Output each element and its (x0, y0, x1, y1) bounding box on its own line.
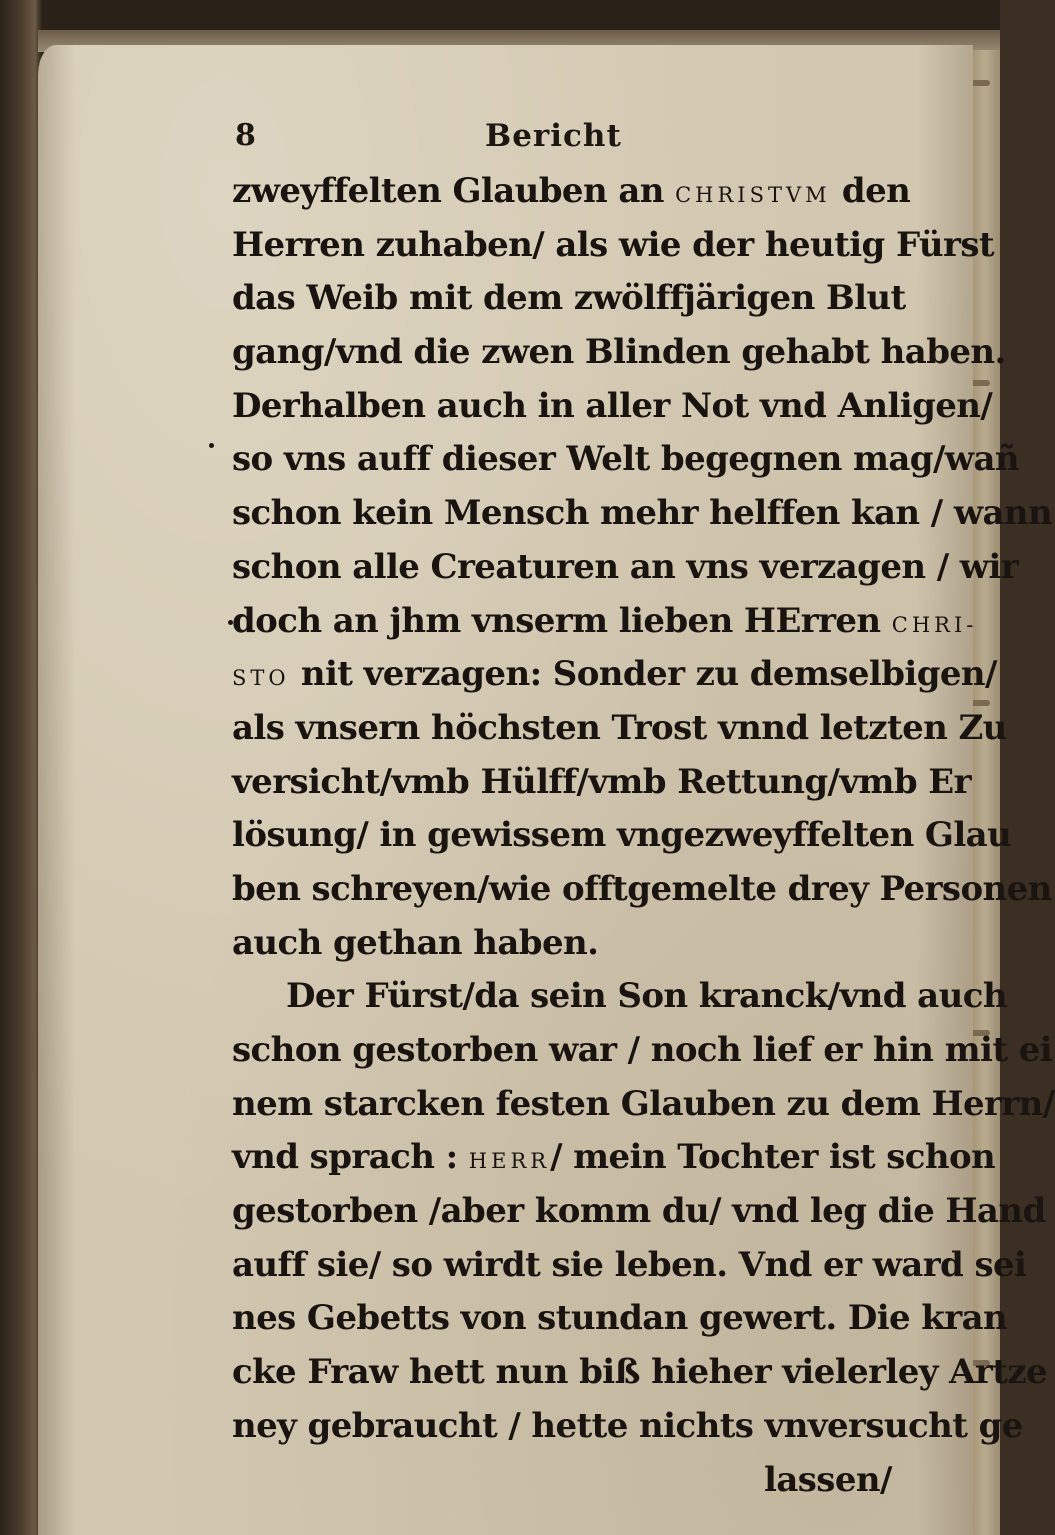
running-head: Bericht (485, 118, 622, 154)
text-line: versicht/vmb Hülff/vmb Rettung/vmb Er (232, 761, 971, 802)
text-line: auch gethan haben. (232, 922, 599, 963)
text-line: doch an jhm vnserm lieben HErren CHRI- (232, 600, 978, 641)
body-text (232, 165, 1055, 1507)
text-line: schon kein Mensch mehr helffen kan / wann (232, 493, 1053, 534)
text-line: ney gebraucht / hette nichts vnversucht ge (232, 1405, 1023, 1446)
text-line: Herren zuhaben/ als wie der heutig Fürst (232, 224, 994, 265)
text-line: so vns auff dieser Welt begegnen mag/wañ (232, 439, 1020, 480)
text-line: vnd sprach : HERR/ mein Tochter ist schon (232, 1137, 996, 1178)
text-line: auff sie/ so wirdt sie leben. Vnd er ward sei (232, 1244, 1027, 1285)
text-line: ben schreyen/wie offtgemelte drey Personen (232, 868, 1052, 909)
text-line: gang/vnd die zwen Blinden gehabt haben. (232, 332, 1006, 373)
text-line: als vnsern höchsten Trost vnnd letzten Zu (232, 707, 1007, 748)
paragraph-start-line: Der Fürst/da sein Son kranck/vnd auch (286, 976, 1007, 1017)
text-line: schon gestorben war / noch lief er hin mit ei (232, 1030, 1053, 1070)
text-line: Derhalben auch in aller Not vnd Anligen/ (232, 385, 993, 426)
text-line: das Weib mit dem zwölffjärigen Blut (232, 278, 906, 319)
page-header (235, 118, 915, 162)
text-line: lösung/ in gewissem vngezweyffelten Glau (232, 815, 1012, 856)
text-line: schon alle Creaturen an vns verzagen / wir (232, 546, 1019, 587)
text-line: STO nit verzagen: Sonder zu demselbigen/ (232, 654, 997, 695)
text-line: nem starcken festen Glauben zu dem Herrn/ (232, 1083, 1055, 1124)
text-line: nes Gebetts von stundan gewert. Die kran (232, 1298, 1008, 1339)
text-line: gestorben /aber komm du/ vnd leg die Hand (232, 1191, 1046, 1232)
catchword: lassen/ (764, 1459, 892, 1500)
page-number: 8 (235, 118, 256, 153)
text-line: zweyffelten Glauben an CHRISTVM den (232, 171, 911, 211)
ink-dot (209, 443, 214, 448)
text-line: cke Fraw hett nun biß hieher vielerley Artze (232, 1352, 1048, 1393)
